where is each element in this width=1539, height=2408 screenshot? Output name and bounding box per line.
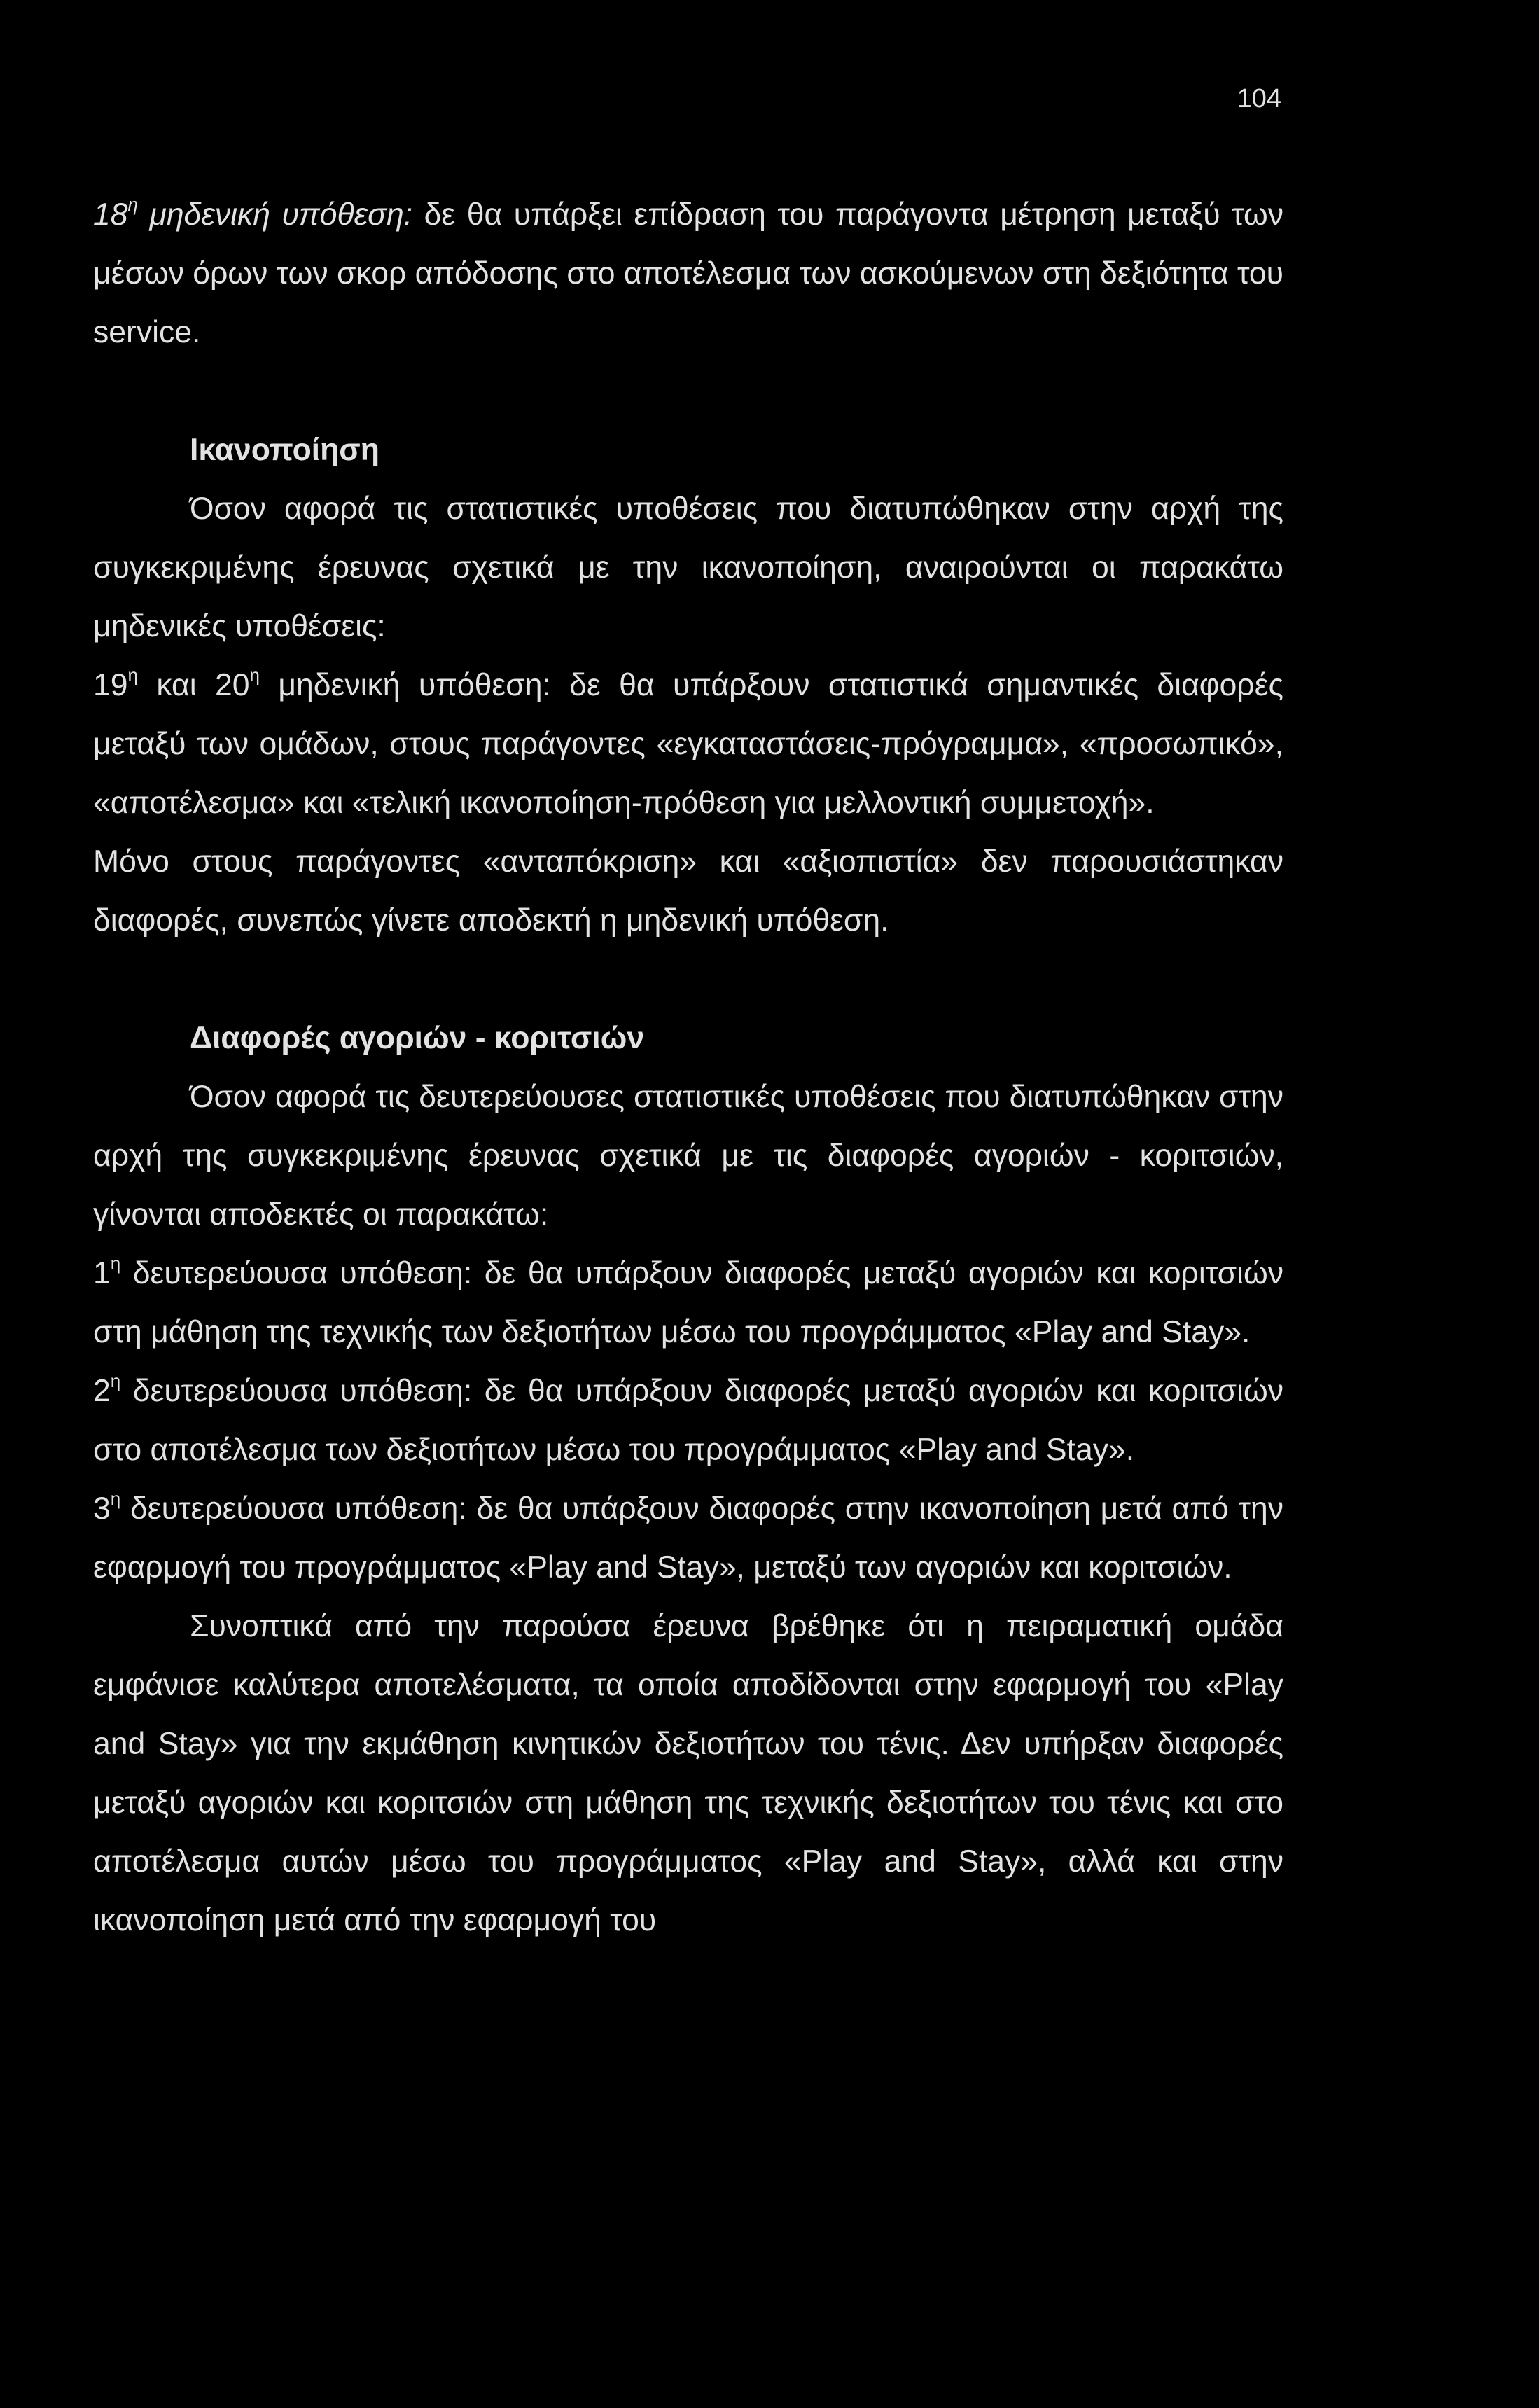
hypothesis-19-20: $19^\eta$ και $20^\eta$ μηδενική υπόθεση: δε θα υπάρξουν στατιστικά σημαντικές διαφορές μεταξύ των ομάδων, στους παράγοντες «εγκαταστάσεις-πρόγραμμα», «προσωπικό», «αποτέλεσμα» και «τελική ικανοποίηση-πρόθεση για μελλοντική συμμετοχή». — [93, 664, 1283, 820]
document-body — [93, 186, 1283, 1950]
gender-intro: Όσον αφορά τις δευτερεύουσες στατιστικές υποθέσεις που διατυπώθηκαν στην αρχή της συγκεκριμένης έρευνας σχετικά με τις διαφορές αγοριών - κοριτσιών, γίνονται αποδεκτές οι παρακάτω: — [93, 1080, 1283, 1232]
satisfaction-only-factors: Μόνο στους παράγοντες «ανταπόκριση» και «αξιοπιστία» δεν παρουσιάστηκαν διαφορές, συνεπώς γίνετε αποδεκτή η μηδενική υπόθεση. — [93, 844, 1283, 938]
secondary-hypothesis-1: $1^\eta$ δευτερεύουσα υπόθεση: δε θα υπάρξουν διαφορές μεταξύ αγοριών και κοριτσιών στη μάθηση της τεχνικής των δεξιοτήτων μέσω του προγράμματος «Play and Stay». — [93, 1253, 1283, 1349]
page-number: 104 — [1237, 84, 1281, 113]
hypothesis-18-label: $18^\eta$ μηδενική υπόθεση: — [93, 194, 413, 232]
section-heading-satisfaction: Ικανοποίηση — [190, 433, 379, 467]
secondary-hypothesis-3: $3^\eta$ δευτερεύουσα υπόθεση: δε θα υπάρξουν διαφορές στην ικανοποίηση μετά από την εφαρμογή του προγράμματος «Play and Stay», μεταξύ των αγοριών και κοριτσιών. — [93, 1488, 1283, 1585]
secondary-hypothesis-2: $2^\eta$ δευτερεύουσα υπόθεση: δε θα υπάρξουν διαφορές μεταξύ αγοριών και κοριτσιών στο αποτέλεσμα των δεξιοτήτων μέσω του προγράμματος «Play and Stay». — [93, 1370, 1283, 1467]
section-heading-gender-differences: Διαφορές αγοριών - κοριτσιών — [190, 1021, 645, 1055]
satisfaction-intro: Όσον αφορά τις στατιστικές υποθέσεις που διατυπώθηκαν στην αρχή της συγκεκριμένης έρευνας σχετικά με την ικανοποίηση, αναιρούνται οι παρακάτω μηδενικές υποθέσεις: — [93, 492, 1283, 643]
hypothesis-18 — [93, 186, 1283, 362]
summary-paragraph: Συνοπτικά από την παρούσα έρευνα βρέθηκε ότι η πειραματική ομάδα εμφάνισε καλύτερα αποτελέσματα, τα οποία αποδίδονται στην εφαρμογή του «Play and Stay» για την εκμάθηση κινητικών δεξιοτήτων του τένις. Δεν υπήρξαν διαφορές μεταξύ αγοριών και κοριτσιών στη μάθηση της τεχνικής δεξιοτήτων του τένις και στο αποτέλεσμα αυτών μέσω του προγράμματος «Play and Stay», αλλά και στην ικανοποίηση μετά από την εφαρμογή του — [93, 1609, 1283, 1937]
hypothesis-18-text: δε θα υπάρξει επίδραση του παράγοντα μέτρηση μεταξύ των μέσων όρων των σκορ απόδοσης στο αποτέλεσμα των ασκούμενων στη δεξιότητα του service. — [93, 197, 1284, 349]
